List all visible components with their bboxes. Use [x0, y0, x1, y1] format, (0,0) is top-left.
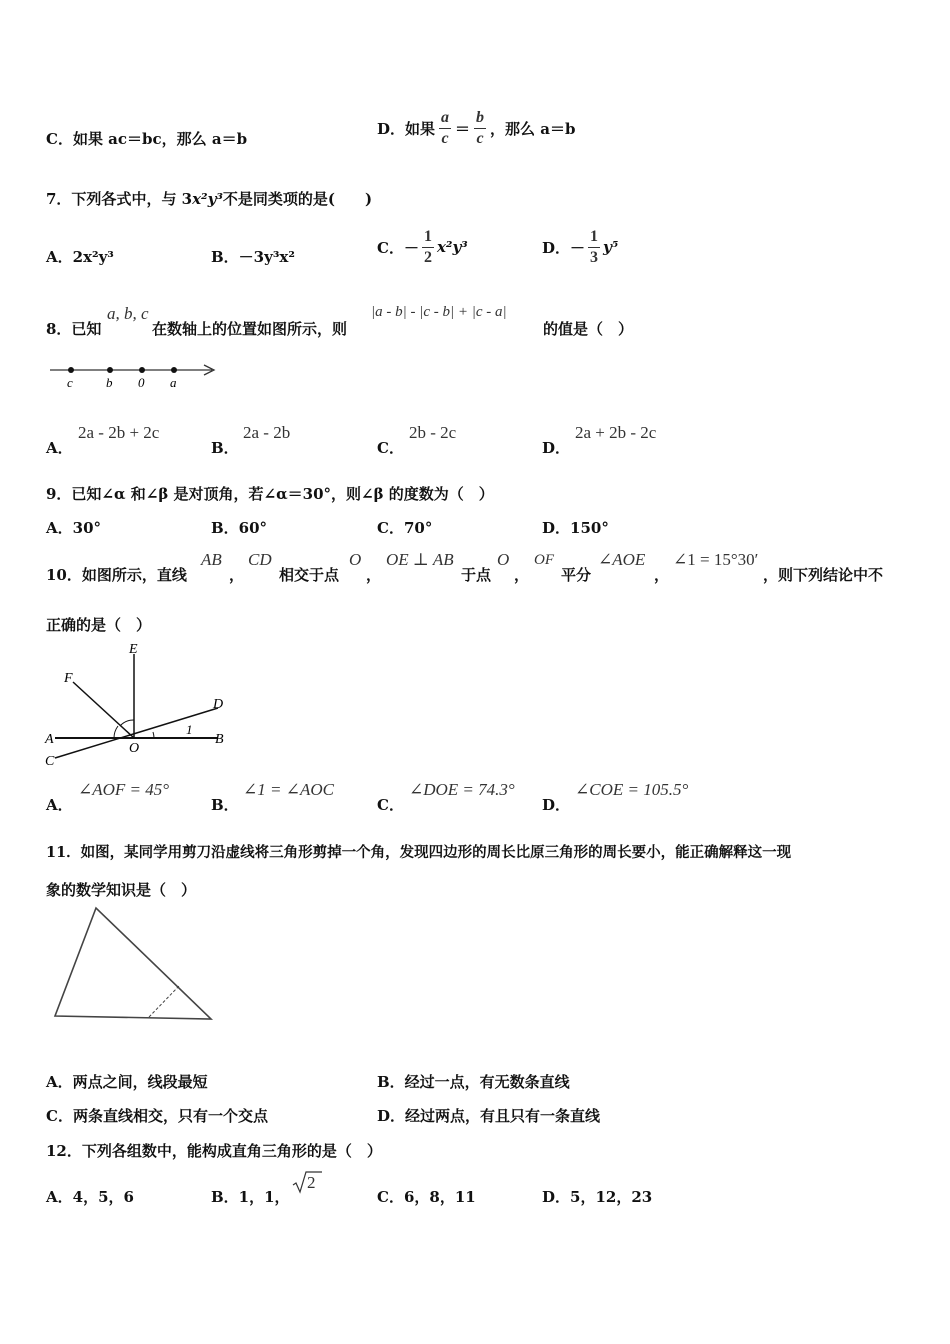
q7-c-fraction: $\frac{1}{2}$	[423, 227, 432, 266]
label-zero: 0	[138, 375, 145, 390]
point-c	[68, 367, 74, 373]
q10-stem-end: ，则下列结论中不	[763, 566, 884, 584]
number-line-figure	[46, 358, 221, 392]
arc-aof	[114, 726, 118, 738]
q10-comma-1: ，	[229, 566, 245, 584]
q10-angle-1-value: ∠1 = 15°30′	[673, 550, 759, 569]
q11-option-c: C．两条直线相交，只有一个交点	[46, 1107, 268, 1125]
q9-option-d: D．150°	[542, 519, 609, 537]
q7-option-d: D．－ $\frac{1}{3}$ y⁵	[542, 227, 619, 266]
q9-option-b: B．60°	[211, 519, 268, 537]
q10-stem-prefix: 10．如图所示，直线	[46, 566, 187, 584]
q8-option-a-expr: 2a - 2b + 2c	[78, 423, 160, 442]
label-c: c	[67, 375, 73, 390]
arc-afe	[120, 720, 134, 726]
q12-stem: 12．下列各组数中，能构成直角三角形的是（ ）	[46, 1142, 382, 1160]
label-a: A	[45, 732, 54, 747]
q7-stem: 7．下列各式中，与 3x²y³不是同类项的是( )	[46, 190, 373, 208]
q11-stem-line-2: 象的数学知识是（ ）	[46, 881, 197, 899]
point-a	[171, 367, 177, 373]
q10-angle-aoe: ∠AOE	[598, 550, 646, 569]
q8-option-a-label: A．	[46, 439, 73, 457]
label-f: F	[64, 671, 73, 686]
q10-option-b-expr: ∠1 = ∠AOC	[243, 780, 334, 799]
q11-option-a: A．两点之间，线段最短	[46, 1073, 208, 1091]
label-a: a	[170, 375, 177, 390]
q10-comma-3: ，	[514, 566, 530, 584]
q10-option-c-label: C．	[377, 796, 404, 814]
q10-text-2: 于点	[461, 566, 492, 584]
q8-option-b-label: B．	[211, 439, 239, 457]
triangle	[55, 908, 211, 1019]
q6-d-suffix: ，那么 a＝b	[490, 119, 576, 138]
q10-point-o-2: O	[497, 550, 510, 569]
intersecting-lines-figure	[40, 640, 240, 770]
q8-option-c-label: C．	[377, 439, 404, 457]
q12-option-d: D．5，12，23	[542, 1188, 653, 1206]
q8-expression: |a - b| - |c - b| + |c - a|	[371, 304, 507, 320]
q10-stem-line-2: 正确的是（ ）	[46, 616, 152, 634]
q11-option-b: B．经过一点，有无数条直线	[377, 1073, 570, 1091]
q10-option-d-expr: ∠COE = 105.5°	[575, 780, 689, 799]
q8-stem-mid: 在数轴上的位置如图所示，则	[152, 320, 348, 338]
q7-option-b: B．－3y³x²	[211, 248, 295, 266]
q10-option-a-expr: ∠AOF = 45°	[78, 780, 170, 799]
q12-option-a: A．4，5，6	[46, 1188, 134, 1206]
q10-line-cd: CD	[248, 550, 272, 569]
q10-point-o-1: O	[349, 550, 362, 569]
label-o: O	[129, 741, 140, 756]
q8-option-b-expr: 2a - 2b	[243, 423, 291, 442]
q10-ray-of: OF	[534, 552, 554, 568]
triangle-figure	[50, 902, 220, 1027]
label-d: D	[213, 697, 224, 712]
q7-option-c: C．－ $\frac{1}{2}$ x²y³	[377, 227, 468, 266]
q10-option-d-label: D．	[542, 796, 571, 814]
q8-option-c-expr: 2b - 2c	[409, 423, 457, 442]
q6-d-equals: ＝	[455, 119, 471, 138]
q9-stem: 9．已知∠α 和∠β 是对顶角，若∠α＝30°，则∠β 的度数为（ ）	[46, 485, 494, 503]
q6-option-d	[377, 102, 575, 154]
q12-option-c: C．6，8，11	[377, 1188, 476, 1206]
q6-d-fraction-2: $\frac{b}{c}$	[476, 108, 485, 147]
q10-text-3: 平分	[561, 566, 592, 584]
q8-option-d-expr: 2a + 2b - 2c	[575, 423, 657, 442]
q6-option-c: C．如果 ac＝bc，那么 a＝b	[46, 130, 248, 148]
q7-option-a: A．2x²y³	[46, 248, 114, 266]
q10-option-b-label: B．	[211, 796, 239, 814]
q6-d-prefix: D．如果	[377, 119, 436, 138]
label-c: C	[45, 754, 55, 769]
q10-perpendicular: OE ⊥ AB	[386, 550, 454, 569]
q8-option-d-label: D．	[542, 439, 571, 457]
label-b: b	[106, 375, 113, 390]
q11-option-d: D．经过两点，有且只有一条直线	[377, 1107, 601, 1125]
label-b: B	[215, 732, 224, 747]
q10-option-c-expr: ∠DOE = 74.3°	[409, 780, 515, 799]
q10-line-ab: AB	[201, 550, 222, 569]
q7-d-fraction: $\frac{1}{3}$	[590, 227, 599, 266]
q9-option-c: C．70°	[377, 519, 433, 537]
q11-stem-line-1: 11．如图，某同学用剪刀沿虚线将三角形剪掉一个角，发现四边形的周长比原三角形的周长要小，能正确解释这一现	[46, 844, 792, 861]
q6-d-fraction-1: $\frac{a}{c}$	[441, 108, 450, 147]
label-angle-1: 1	[186, 722, 193, 737]
q12-option-b: B．1，1，	[211, 1188, 290, 1206]
q10-text-1: 相交于点	[279, 566, 340, 584]
q8-stem-prefix: 8．已知	[46, 320, 102, 338]
point-b	[107, 367, 113, 373]
q10-comma-2: ，	[366, 566, 382, 584]
q10-comma-4: ，	[654, 566, 670, 584]
label-e: E	[129, 642, 138, 657]
cut-dashed-line	[149, 986, 179, 1017]
q10-option-a-label: A．	[46, 796, 73, 814]
ray-of	[73, 682, 134, 738]
point-zero	[139, 367, 145, 373]
q8-stem-suffix: 的值是（ ）	[543, 320, 634, 338]
q8-variables: a, b, c	[107, 304, 149, 323]
q9-option-a: A．30°	[46, 519, 102, 537]
